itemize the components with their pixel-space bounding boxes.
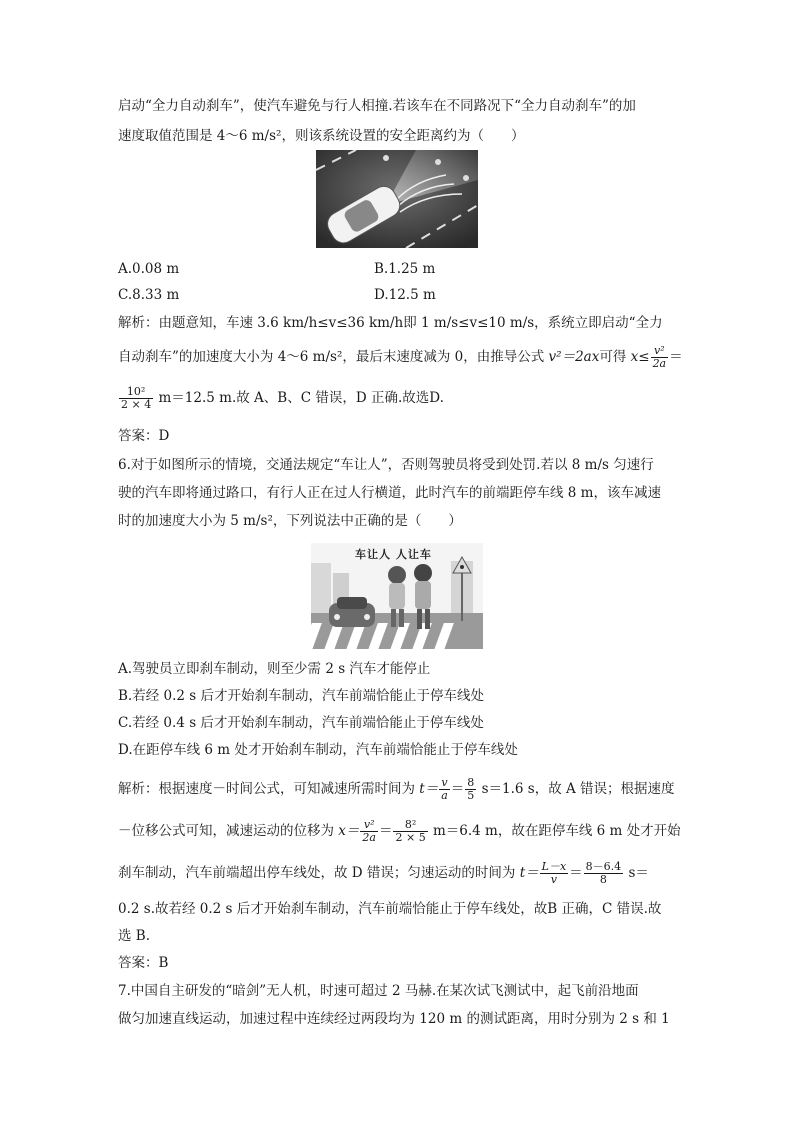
fraction: $\frac{\text{v²}}{2a}$ bbox=[362, 818, 376, 844]
fraction: $\frac{\text{8²}}{2 \times 5}$ bbox=[395, 818, 426, 844]
fraction: $\frac{8}{5}$ bbox=[467, 776, 475, 802]
q6-option-a: A.驾驶员立即刹车制动，则至少需 2 s 汽车才能停止 bbox=[118, 661, 431, 677]
fraction: $\frac{v}{a}$ bbox=[441, 776, 448, 802]
fraction: $\frac{\text{v²}}{2a}$ bbox=[652, 344, 667, 370]
q6-line-2: 驶的汽车即将通过路口，有行人正在过人行横道，此时汽车的前端距停车线 8 m，该车减速 bbox=[118, 485, 661, 501]
q5-explanation-3: $\frac{\text{10²}}{2 \times 4}$ m＝12.5 m.故 A、B、C 错误，D 正确.故选D. bbox=[121, 385, 444, 411]
q5-explanation-1: 解析：由题意知，车速 3.6 km/h≤v≤36 km/h即 1 m/s≤v≤10 m/s，系统立即启动“全力 bbox=[118, 315, 663, 331]
fraction: $\frac{8-6.4}{8}$ bbox=[585, 860, 622, 886]
q5-option-a: A.0.08 m bbox=[118, 261, 180, 277]
fraction: $\frac{\text{10²}}{2 \times 4}$ bbox=[121, 385, 152, 411]
q7-line-1: 7.中国自主研发的“暗剑”无人机，时速可超过 2 马赫.在某次试飞测试中，起飞前沿地面 bbox=[118, 983, 639, 999]
crosswalk-sign-text: 车让人 人让车 bbox=[355, 548, 432, 561]
q6-answer: 答案：B bbox=[118, 955, 169, 971]
q5-explanation-2: 自动刹车”的加速度大小为 4～6 m/s²，最后末速度减为 0，由推导公式 v²＝2ax可得 x≤ $\frac{\text{v²}}{2a}$ ＝ bbox=[118, 344, 683, 370]
q6-line-1: 6.对于如图所示的情境，交通法规定“车让人”，否则驾驶员将受到处罚.若以 8 m/s 匀速行 bbox=[118, 457, 654, 473]
q6-option-d: D.在距停车线 6 m 处才开始刹车制动，汽车前端恰能止于停车线处 bbox=[118, 742, 518, 758]
car-radar-figure bbox=[316, 150, 478, 248]
q5-option-c: C.8.33 m bbox=[118, 287, 180, 303]
q6-option-c: C.若经 0.4 s 后才开始刹车制动，汽车前端恰能止于停车线处 bbox=[118, 715, 484, 731]
q6-explanation-4: 0.2 s.故若经 0.2 s 后才开始刹车制动，汽车前端恰能止于停车线处，故B 正确，C 错误.故 bbox=[118, 901, 662, 917]
q6-option-b: B.若经 0.2 s 后才开始刹车制动，汽车前端恰能止于停车线处 bbox=[118, 688, 484, 704]
q5-option-b: B.1.25 m bbox=[374, 261, 436, 277]
q6-explanation-2: －位移公式可知，减速运动的位移为 x＝ $\frac{\text{v²}}{2a}$ ＝ $\frac{\text{8²}}{2 \times 5}$ m＝6.4 m，故在距停车线 6 m 处才开始 bbox=[118, 818, 681, 844]
q6-explanation-5: 选 B. bbox=[118, 928, 151, 944]
crosswalk-figure bbox=[311, 543, 483, 649]
q5-option-d: D.12.5 m bbox=[374, 287, 436, 303]
fraction: $\frac{L-x}{v}$ bbox=[541, 860, 567, 886]
q6-explanation-1: 解析：根据速度－时间公式，可知减速所需时间为 t＝ $\frac{v}{a}$ ＝ $\frac{8}{5}$ s＝1.6 s，故 A 错误；根据速度 bbox=[118, 776, 675, 802]
q6-explanation-3: 刹车制动，汽车前端超出停车线处，故 D 错误；匀速运动的时间为 t＝ $\frac{L-x}{v}$ ＝ $\frac{8-6.4}{8}$ s＝ bbox=[118, 860, 649, 886]
q5-answer: 答案：D bbox=[118, 428, 170, 444]
q6-line-3: 时的加速度大小为 5 m/s²，下列说法中正确的是（ ） bbox=[118, 513, 462, 529]
q7-line-2: 做匀加速直线运动，加速过程中连续经过两段均为 120 m 的测试距离，用时分别为 2 s 和 1 bbox=[118, 1011, 670, 1027]
q5-line-2: 速度取值范围是 4～6 m/s²，则该系统设置的安全距离约为（ ） bbox=[118, 128, 525, 144]
q5-line-1: 启动“全力自动刹车”，使汽车避免与行人相撞.若该车在不同路况下“全力自动刹车”的加 bbox=[118, 98, 636, 114]
